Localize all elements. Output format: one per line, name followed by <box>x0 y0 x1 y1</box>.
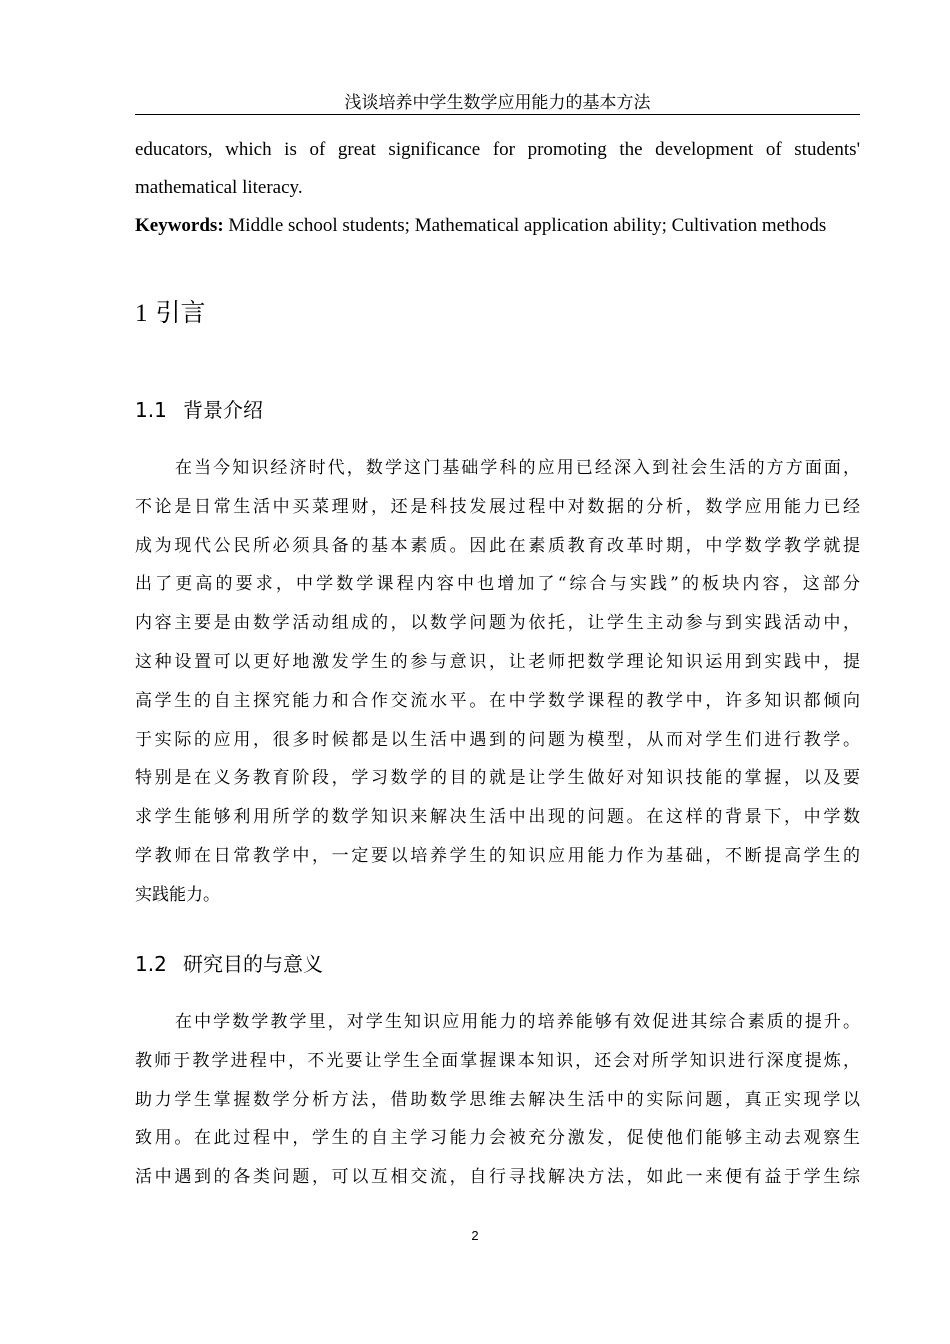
paragraph-background <box>135 449 860 915</box>
text-line: 这种设置可以更好地激发学生的参与意识，让老师把数学理论知识运用到实践中，提 <box>135 651 860 672</box>
text-line: 致用。在此过程中，学生的自主学习能力会被充分激发，促使他们能够主动去观察生 <box>135 1128 860 1149</box>
text-line: 学教师在日常教学中，一定要以培养学生的知识应用能力作为基础，不断提高学生的 <box>135 845 860 866</box>
section-heading-1-2 <box>135 950 323 978</box>
text-line: 高学生的自主探究能力和合作交流水平。在中学数学课程的教学中，许多知识都倾向 <box>135 690 860 711</box>
section-title: 背景介绍 <box>183 398 263 422</box>
abstract-line-2: mathematical literacy. <box>135 177 303 198</box>
text-line: 在当今知识经济时代，数学这门基础学科的应用已经深入到社会生活的方方面面， <box>175 458 860 478</box>
section-number: 1.2 <box>135 952 167 976</box>
paragraph-purpose <box>135 1003 860 1197</box>
page-number: 2 <box>471 1228 479 1243</box>
text-line: 出了更高的要求，中学数学课程内容中也增加了“综合与实践”的板块内容，这部分 <box>135 574 860 595</box>
running-header: 浅谈培养中学生数学应用能力的基本方法 <box>344 93 651 113</box>
text-line: 助力学生掌握数学分析方法，借助数学思维去解决生活中的实际问题，真正实现学以 <box>135 1089 860 1110</box>
text-line: 活中遇到的各类问题，可以互相交流，自行寻找解决方法，如此一来便有益于学生综 <box>135 1167 860 1188</box>
section-title: 研究目的与意义 <box>183 952 323 976</box>
text-line: 在中学数学教学里，对学生知识应用能力的培养能够有效促进其综合素质的提升。 <box>175 1012 860 1032</box>
text-line: 不论是日常生活中买菜理财，还是科技发展过程中对数据的分析，数学应用能力已经 <box>135 496 860 517</box>
section-number: 1.1 <box>135 398 167 422</box>
keywords-text: Middle school students; Mathematical application ability; Cultivation methods <box>223 215 827 236</box>
header-rule <box>135 114 860 115</box>
text-line: 成为现代公民所必须具备的基本素质。因此在素质教育改革时期，中学数学教学就提 <box>135 535 860 556</box>
section-heading-1-1 <box>135 396 263 424</box>
text-line: 实践能力。 <box>135 884 220 905</box>
abstract-line-1: educators, which is of great significance for promoting the development of students' <box>135 139 860 160</box>
text-line: 特别是在义务教育阶段，学习数学的目的就是让学生做好对知识技能的掌握，以及要 <box>135 768 860 789</box>
text-line: 于实际的应用，很多时候都是以生活中遇到的问题为模型，从而对学生们进行教学。 <box>135 729 860 750</box>
keywords-label: Keywords: <box>135 215 224 236</box>
section-title: 引言 <box>155 298 206 327</box>
section-heading-1 <box>135 297 205 330</box>
text-line: 求学生能够利用所学的数学知识来解决生活中出现的问题。在这样的背景下，中学数 <box>135 807 860 828</box>
text-line: 教师于教学进程中，不光要让学生全面掌握课本知识，还会对所学知识进行深度提炼， <box>135 1050 860 1071</box>
section-number: 1 <box>135 300 148 327</box>
text-line: 内容主要是由数学活动组成的，以数学问题为依托，让学生主动参与到实践活动中， <box>135 613 860 634</box>
keywords-line <box>135 207 860 245</box>
